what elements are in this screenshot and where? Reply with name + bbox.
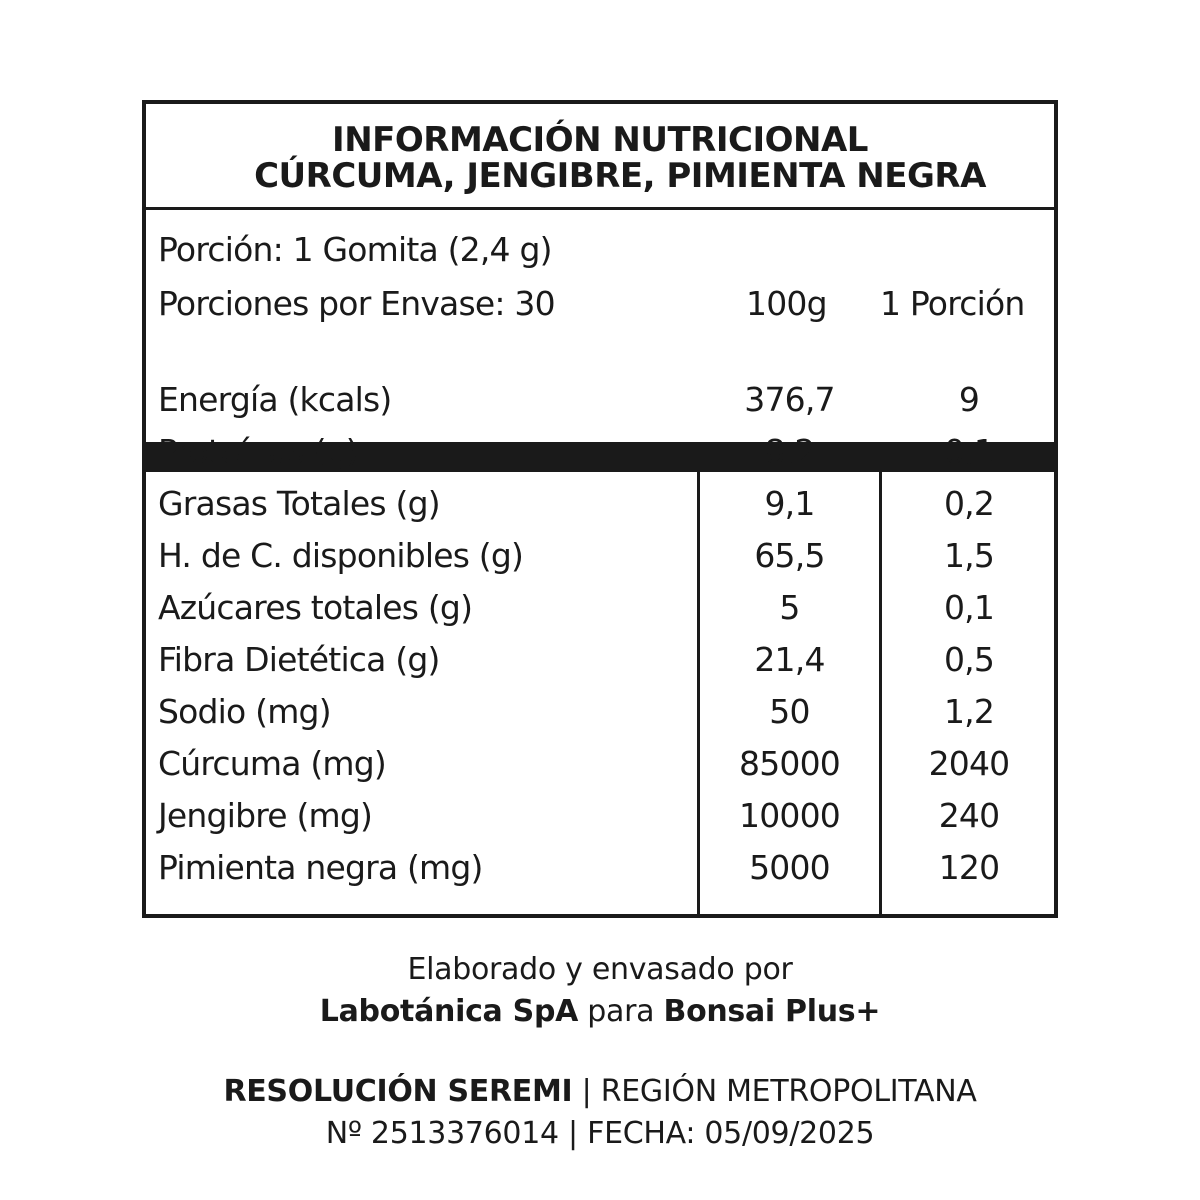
resolution-text: RESOLUCIÓN SEREMI (223, 1074, 573, 1109)
label-title (146, 104, 1054, 210)
portion-size: Porción: 1 Gomita (2,4 g) (158, 230, 552, 269)
separator: | (581, 1074, 592, 1109)
resolution-line (0, 1074, 1200, 1109)
para-text: para (587, 994, 655, 1029)
nutrient-name: Energía (kcals) (158, 380, 392, 419)
value-100g: 85000 (739, 744, 840, 783)
nutrient-row (146, 536, 1054, 588)
brand-name: Bonsai Plus+ (663, 994, 881, 1029)
value-100g: 50 (769, 692, 810, 731)
region-text: REGIÓN METROPOLITANA (600, 1074, 977, 1109)
value-100g: 376,7 (744, 380, 835, 419)
nutrient-row (146, 692, 1054, 744)
value-100g: 5 (779, 588, 800, 627)
nutrient-row (146, 744, 1054, 796)
nutrition-label (142, 100, 1058, 918)
value-portion: 240 (938, 796, 1000, 835)
separator: | (568, 1116, 578, 1151)
value-portion: 0,5 (943, 640, 995, 679)
nutrient-name: Grasas Totales (g) (158, 484, 440, 523)
nutrient-name: Pimienta negra (mg) (158, 848, 483, 887)
nutrient-row (146, 796, 1054, 848)
nutrient-name: Jengibre (mg) (158, 796, 373, 835)
manufacturer-line (0, 994, 1200, 1029)
value-100g: 9,1 (764, 484, 815, 523)
value-portion: 1,2 (943, 692, 995, 731)
value-100g: 8,2 (764, 432, 815, 471)
nutrient-name: Proteínas (g) (158, 432, 358, 471)
made-by-text: Elaborado y envasado por (407, 952, 793, 987)
nutrient-row (146, 484, 1054, 536)
registration-line (0, 1116, 1200, 1151)
column-header-portion: 1 Porción (880, 284, 1025, 323)
value-portion: 2040 (928, 744, 1010, 783)
value-portion: 0,2 (943, 484, 995, 523)
nutrient-name: Azúcares totales (g) (158, 588, 473, 627)
company-name: Labotánica SpA (319, 994, 579, 1029)
nutrient-row (146, 588, 1054, 640)
value-100g: 21,4 (754, 640, 825, 679)
title-line-2: CÚRCUMA, JENGIBRE, PIMIENTA NEGRA (254, 156, 986, 196)
value-portion: 9 (958, 380, 980, 419)
value-portion: 120 (938, 848, 1000, 887)
nutrient-name: Sodio (mg) (158, 692, 331, 731)
nutrient-row (146, 848, 1054, 900)
value-100g: 5000 (749, 848, 830, 887)
value-portion: 0,1 (943, 432, 995, 471)
value-portion: 1,5 (943, 536, 995, 575)
resolution-date: FECHA: 05/09/2025 (587, 1116, 875, 1151)
nutrient-name: Cúrcuma (mg) (158, 744, 386, 783)
value-100g: 65,5 (754, 536, 825, 575)
nutrient-row (146, 380, 1054, 432)
column-header-100g: 100g (746, 284, 827, 323)
nutrient-name: Fibra Dietética (g) (158, 640, 440, 679)
nutrient-row (146, 640, 1054, 692)
resolution-number: Nº 2513376014 (325, 1116, 559, 1151)
nutrient-row (146, 432, 1054, 484)
value-portion: 0,1 (943, 588, 995, 627)
portions-per-package: Porciones por Envase: 30 (158, 284, 555, 323)
nutrient-name: H. de C. disponibles (g) (158, 536, 524, 575)
title-line-1: INFORMACIÓN NUTRICIONAL (332, 120, 868, 160)
value-100g: 10000 (739, 796, 840, 835)
